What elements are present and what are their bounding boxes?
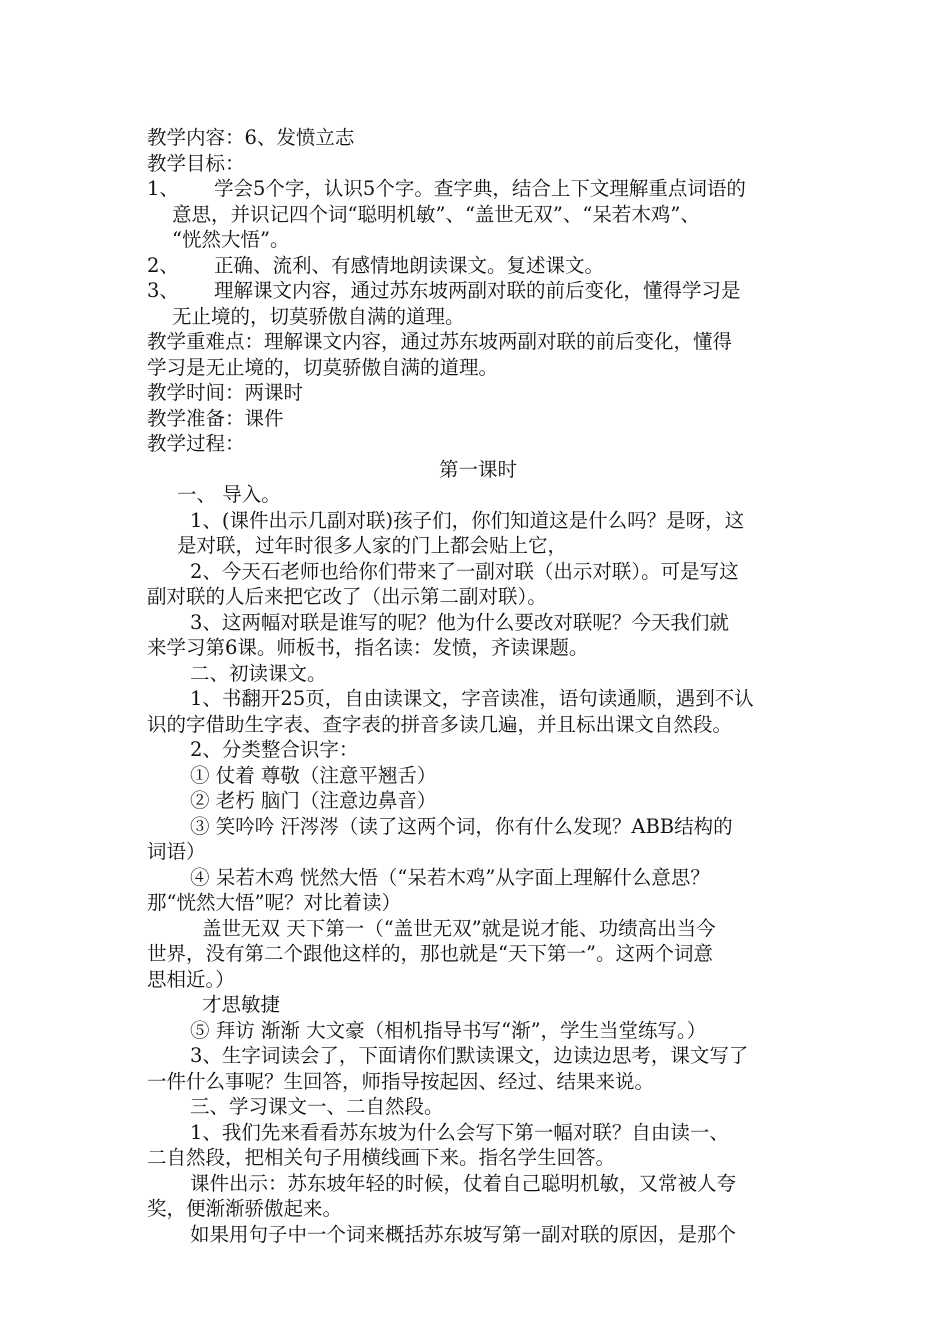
body-line: 2、分类整合识字：	[190, 738, 359, 761]
goal-text: “恍然大悟”。	[172, 228, 290, 251]
goal-text: 正确、流利、有感情地朗读课文。复述课文。	[214, 253, 605, 277]
body-line: 奖，便渐渐骄傲起来。	[147, 1197, 343, 1220]
body-line: 思相近。）	[147, 967, 235, 991]
body-line: ④ 呆若木鸡 恍然大悟（“呆若木鸡”从字面上理解什么意思？	[190, 865, 710, 889]
body-line: ② 老朽 脑门（注意边鼻音）	[190, 789, 437, 812]
goal-item	[147, 253, 809, 279]
goal-item	[147, 278, 809, 329]
body-line: 3、这两幅对联是谁写的呢？他为什么要改对联呢？今天我们就	[190, 610, 729, 634]
teaching-time: 教学时间：两课时	[147, 381, 304, 404]
lesson-plan	[147, 125, 809, 1247]
body-line: 盖世无双 天下第一（“盖世无双”就是说才能、功绩高出当今	[202, 916, 716, 940]
body-line: ③ 笑吟吟 汗涔涔（读了这两个词，你有什么发现？ABB结构的	[190, 814, 733, 838]
body-line: 1、(课件出示几副对联)孩子们，你们知道这是什么吗？是呀，这	[190, 508, 745, 532]
goal-text: 理解课文内容，通过苏东坡两副对联的前后变化，懂得学习是	[214, 279, 741, 302]
body-line: 2、今天石老师也给你们带来了一副对联（出示对联）。可是写这	[190, 559, 739, 583]
body-line: 世界，没有第二个跟他这样的，那也就是“天下第一”。这两个词意	[147, 942, 713, 965]
body-line: 才思敏捷	[202, 993, 281, 1016]
body-line: 二、初读课文。	[190, 661, 327, 685]
body-line: ⑤ 拜访 渐渐 大文豪（相机指导书写“渐”，学生当堂练写。）	[190, 1018, 707, 1042]
section-title: 第一课时	[438, 457, 517, 481]
goal-number: 1、	[147, 177, 179, 200]
key-points: 学习是无止境的，切莫骄傲自满的道理。	[147, 355, 499, 379]
body-line: 那“恍然大悟”呢？对比着读）	[147, 891, 401, 914]
body-line: 副对联的人后来把它改了（出示第二副对联）。	[147, 585, 547, 608]
teaching-prep: 教学准备：课件	[147, 406, 284, 430]
body-line: 三、学习课文一、二自然段。	[190, 1095, 444, 1118]
key-points: 教学重难点：理解课文内容，通过苏东坡两副对联的前后变化，懂得	[147, 330, 733, 353]
teaching-content: 教学内容：6、发愤立志	[147, 126, 355, 149]
body-line: 如果用句子中一个词来概括苏东坡写第一副对联的原因，是那个	[190, 1222, 737, 1246]
body-line: 课件出示：苏东坡年轻的时候，仗着自己聪明机敏，又常被人夸	[190, 1171, 737, 1195]
goal-text: 学会5个字，认识5个字。查字典，结合上下文理解重点词语的	[214, 177, 746, 200]
body-line: 识的字借助生字表、查字表的拼音多读几遍，并且标出课文自然段。	[147, 712, 733, 736]
goals-title: 教学目标：	[147, 151, 245, 175]
body-line: 3、生字词读会了，下面请你们默读课文，边读边思考，课文写了	[190, 1044, 749, 1067]
body-line: 1、书翻开25页，自由读课文，字音读准，语句读通顺，遇到不认	[190, 687, 754, 710]
goal-text: 意思，并识记四个词“聪明机敏”、“盖世无双”、“呆若木鸡”、	[172, 202, 700, 226]
body-line: 二自然段，把相关句子用横线画下来。指名学生回答。	[147, 1146, 616, 1169]
body-line: ① 仗着 尊敬（注意平翘舌）	[190, 763, 437, 787]
body-line: 一件什么事呢？生回答，师指导按起因、经过、结果来说。	[147, 1069, 655, 1093]
body-line: 是对联，过年时很多人家的门上都会贴上它，	[177, 534, 568, 557]
body-line: 一、 导入。	[177, 483, 281, 506]
goal-text: 无止境的，切莫骄傲自满的道理。	[172, 304, 465, 328]
body-line: 来学习第6课。师板书，指名读：发愤，齐读课题。	[147, 636, 589, 659]
body-line: 词语）	[147, 840, 206, 863]
teaching-process: 教学过程：	[147, 432, 245, 455]
goal-number: 3、	[147, 279, 179, 302]
lesson-body	[147, 482, 809, 1247]
goal-item	[147, 176, 809, 253]
goal-number: 2、	[147, 253, 179, 277]
body-line: 1、我们先来看看苏东坡为什么会写下第一幅对联？自由读一、	[190, 1120, 729, 1144]
